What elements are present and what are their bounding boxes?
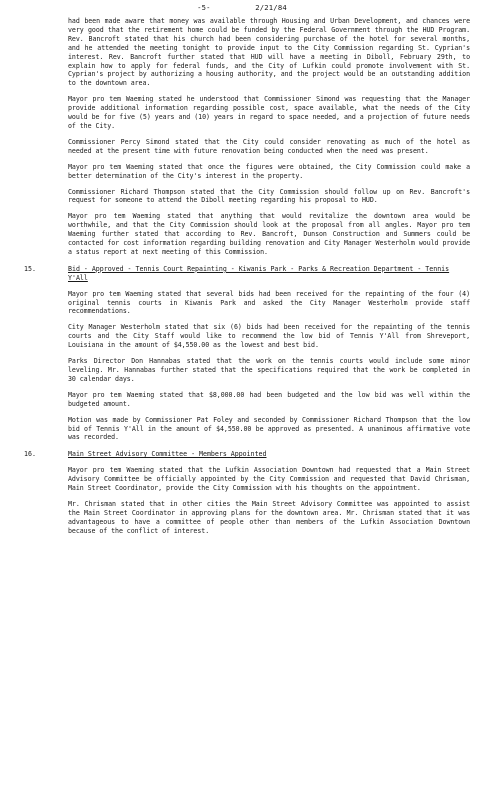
page-header [0, 3, 484, 12]
paragraph: Commissioner Richard Thompson stated that the City Commission should follow up on Rev. Bancroft's request for someone to attend the Diboll meeting regarding his proposal to HUD. [68, 187, 470, 205]
document-body [24, 17, 470, 543]
paragraph: Mayor pro tem Waeming stated that anything that would revitalize the downtown area would be worthwhile, and that the City Commission should look at the proposal from all angles. Mayor pro tem Waeming further stated that according to Rev. Bancroft, Dunson Construction and Summers could be contacted for cost information regarding building renovation and City Manager Westerholm would provide a status report at next meeting of this Commission. [68, 212, 470, 256]
item-title: Main Street Advisory Committee - Members Appointed [68, 450, 267, 459]
paragraph: Mayor pro tem Waeming stated that once the figures were obtained, the City Commission could make a better determination of the City's interest in the property. [68, 162, 470, 180]
paragraph: Mayor pro tem Waeming stated he understood that Commissioner Simond was requesting that the Manager provide additional information regarding possible cost, space available, what the needs of the City would be for five (5) years and (10) years in regard to space needed, and a projection of future needs of the City. [68, 95, 470, 130]
paragraph: Mayor pro tem Waeming stated that $8,000.00 had been budgeted and the low bid was well within the budgeted amount. [68, 390, 470, 408]
agenda-item-16 [24, 450, 470, 459]
paragraph: had been made aware that money was available through Housing and Urban Development, and chances were very good that the retirement home could be funded by the Federal Government through the HUD Program. Rev. Bancroft stated that his church had been considering purchase of the hotel for several months, and he attended the meeting tonight to provide input to the City Commission regarding St. Cyprian's interest. Rev. Bancroft further stated that HUD will have a meeting in Diboll, February 29th, to explain how to apply for federal funds, and the City of Lufkin could promote involvement with St. Cyprian's project by authorizing a housing authority, and the project would be an outstanding addition to the downtown area. [68, 17, 470, 88]
agenda-item-15 [24, 264, 470, 283]
page-number: -5- [197, 3, 211, 12]
paragraph: Commissioner Percy Simond stated that the City could consider renovating as much of the hotel as needed at the present time with future renovation being conducted when the need was present. [68, 137, 470, 155]
header-date: 2/21/84 [255, 3, 287, 12]
paragraph: Mayor pro tem Waeming stated that the Lufkin Association Downtown had requested that a Main Street Advisory Committee be officially appointed by the City Commission and requested that David Chrisman, Main Street Coordinator, provide the City Commission with his thoughts on the appointment. [68, 466, 470, 493]
item-title: Bid - Approved - Tennis Court Repainting - Kiwanis Park - Parks & Recreation Department - Tennis Y'All [68, 264, 450, 282]
item-number: 16. [24, 450, 36, 459]
paragraph: Parks Director Don Hannabas stated that the work on the tennis courts would include some minor leveling. Mr. Hannabas further stated that the specifications required that the work be completed in 30 calendar days. [68, 357, 470, 383]
paragraph: City Manager Westerholm stated that six (6) bids had been received for the repainting of the tennis courts and the City Staff would like to recommend the low bid of Tennis Y'All from Shreveport, Louisiana in the amount of $4,550.00 as the lowest and best bid. [68, 323, 470, 350]
paragraph: Mr. Chrisman stated that in other cities the Main Street Advisory Committee was appointed to assist the Main Street Coordinator in approving plans for the downtown area. Mr. Chrisman stated that it was advantageous to have a committee of people other than members of the Lufkin Association Downtown because of the conflict of interest. [68, 499, 470, 535]
item-number: 15. [24, 264, 36, 273]
paragraph: Mayor pro tem Waeming stated that several bids had been received for the repainting of the four (4) original tennis courts in Kiwanis Park and asked the City Manager Westerholm provide staff recommendations. [68, 289, 470, 316]
paragraph: Motion was made by Commissioner Pat Foley and seconded by Commissioner Richard Thompson that the low bid of Tennis Y'All in the amount of $4,550.00 be approved as presented. A unanimous affirmative vote was recorded. [68, 415, 470, 442]
